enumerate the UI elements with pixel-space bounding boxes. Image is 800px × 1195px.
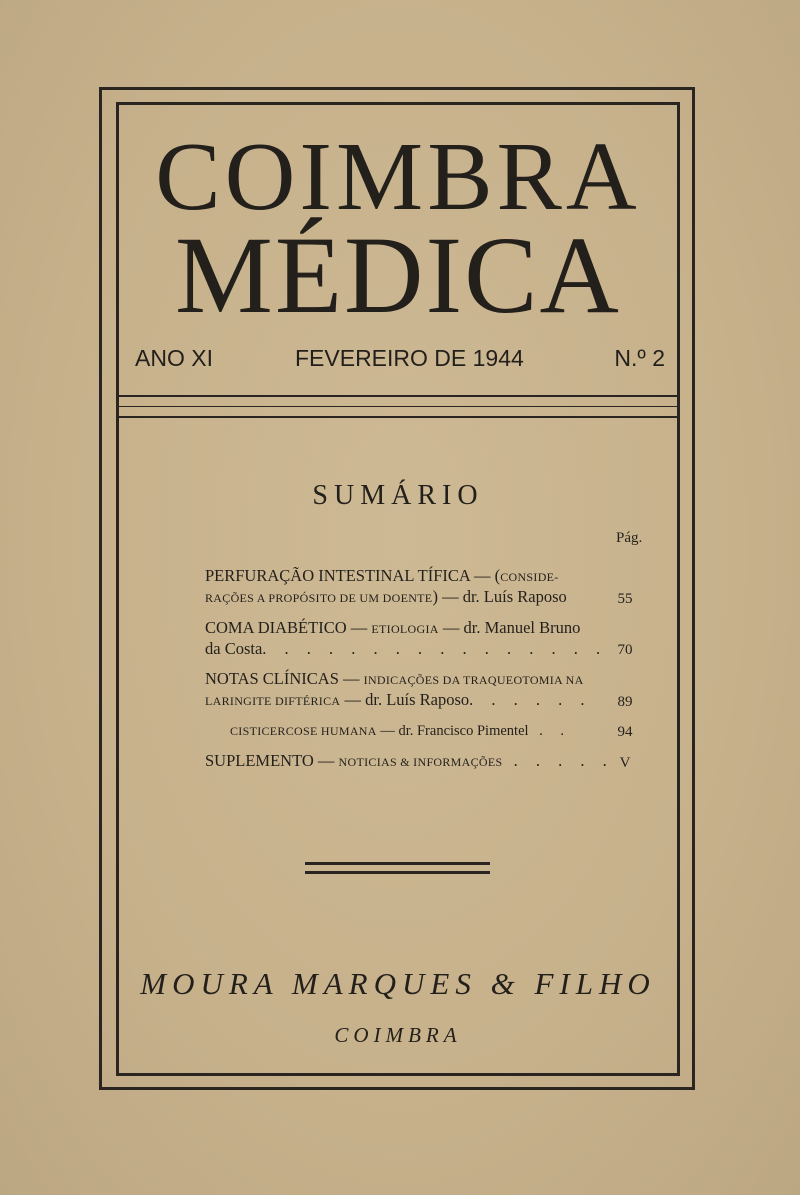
entry-author: da Costa: [205, 639, 263, 658]
ornament-rule: [305, 871, 490, 874]
entry-page: V: [619, 755, 631, 771]
entry-title: CISTICERCOSE HUMANA: [230, 724, 377, 738]
entry-subtitle: LARINGITE DIFTÉRICA: [205, 694, 341, 708]
toc-entry: [205, 618, 640, 659]
entry-subtitle: ETIOLOGIA: [371, 622, 439, 636]
entry-subtitle: NOTICIAS & INFORMAÇÕES: [338, 755, 503, 769]
journal-title-line2: MÉDICA: [175, 214, 621, 336]
entry-page: 70: [617, 642, 633, 658]
leader-dots: . . . . .: [502, 751, 614, 770]
contents-heading: SUMÁRIO: [312, 480, 484, 511]
entry-title: PERFURAÇÃO INTESTINAL TÍFICA — (: [205, 566, 501, 585]
entry-author: — dr. Francisco Pimentel: [376, 723, 529, 739]
journal-title-line1: COIMBRA: [155, 123, 641, 231]
entry-page: 55: [617, 591, 633, 607]
entry-subtitle: RAÇÕES A PROPÓSITO DE UM DOENTE: [205, 591, 433, 605]
entry-subtitle: INDICAÇÕES DA TRAQUEOTOMIA NA: [363, 673, 584, 687]
table-of-contents: [205, 566, 640, 782]
toc-entry: [205, 751, 640, 772]
entry-author: — dr. Manuel Bruno: [438, 618, 581, 637]
toc-entry: [205, 721, 640, 741]
entry-page: 94: [617, 724, 633, 740]
entry-author: — dr. Luís Raposo: [340, 690, 470, 709]
issue-year: ANO XI: [135, 345, 213, 371]
entry-subtitle: CONSIDE-: [500, 570, 559, 584]
divider-rule: [116, 416, 680, 418]
publisher-city: COIMBRA: [334, 1023, 462, 1047]
issue-info: [135, 345, 665, 375]
divider-rule: [116, 395, 680, 397]
issue-date: FEVEREIRO DE 1944: [295, 345, 524, 371]
page-column-label: Pág.: [616, 530, 643, 546]
entry-title: COMA DIABÉTICO —: [205, 618, 372, 637]
issue-number: N.º 2: [614, 345, 665, 371]
leader-dots: . .: [528, 723, 572, 739]
leader-dots: . . . . . .: [469, 690, 592, 709]
entry-page: 89: [617, 694, 633, 710]
toc-entry: [205, 566, 640, 608]
publisher-name: MOURA MARQUES & FILHO: [140, 966, 656, 1001]
leader-dots: . . . . . . . . . . . . . . . .: [262, 639, 608, 658]
entry-author: ) — dr. Luís Raposo: [432, 587, 567, 606]
entry-title: NOTAS CLÍNICAS —: [205, 669, 364, 688]
entry-title: SUPLEMENTO —: [205, 751, 339, 770]
divider-rule: [116, 406, 680, 407]
toc-entry: [205, 669, 640, 711]
ornament-rule: [305, 862, 490, 865]
